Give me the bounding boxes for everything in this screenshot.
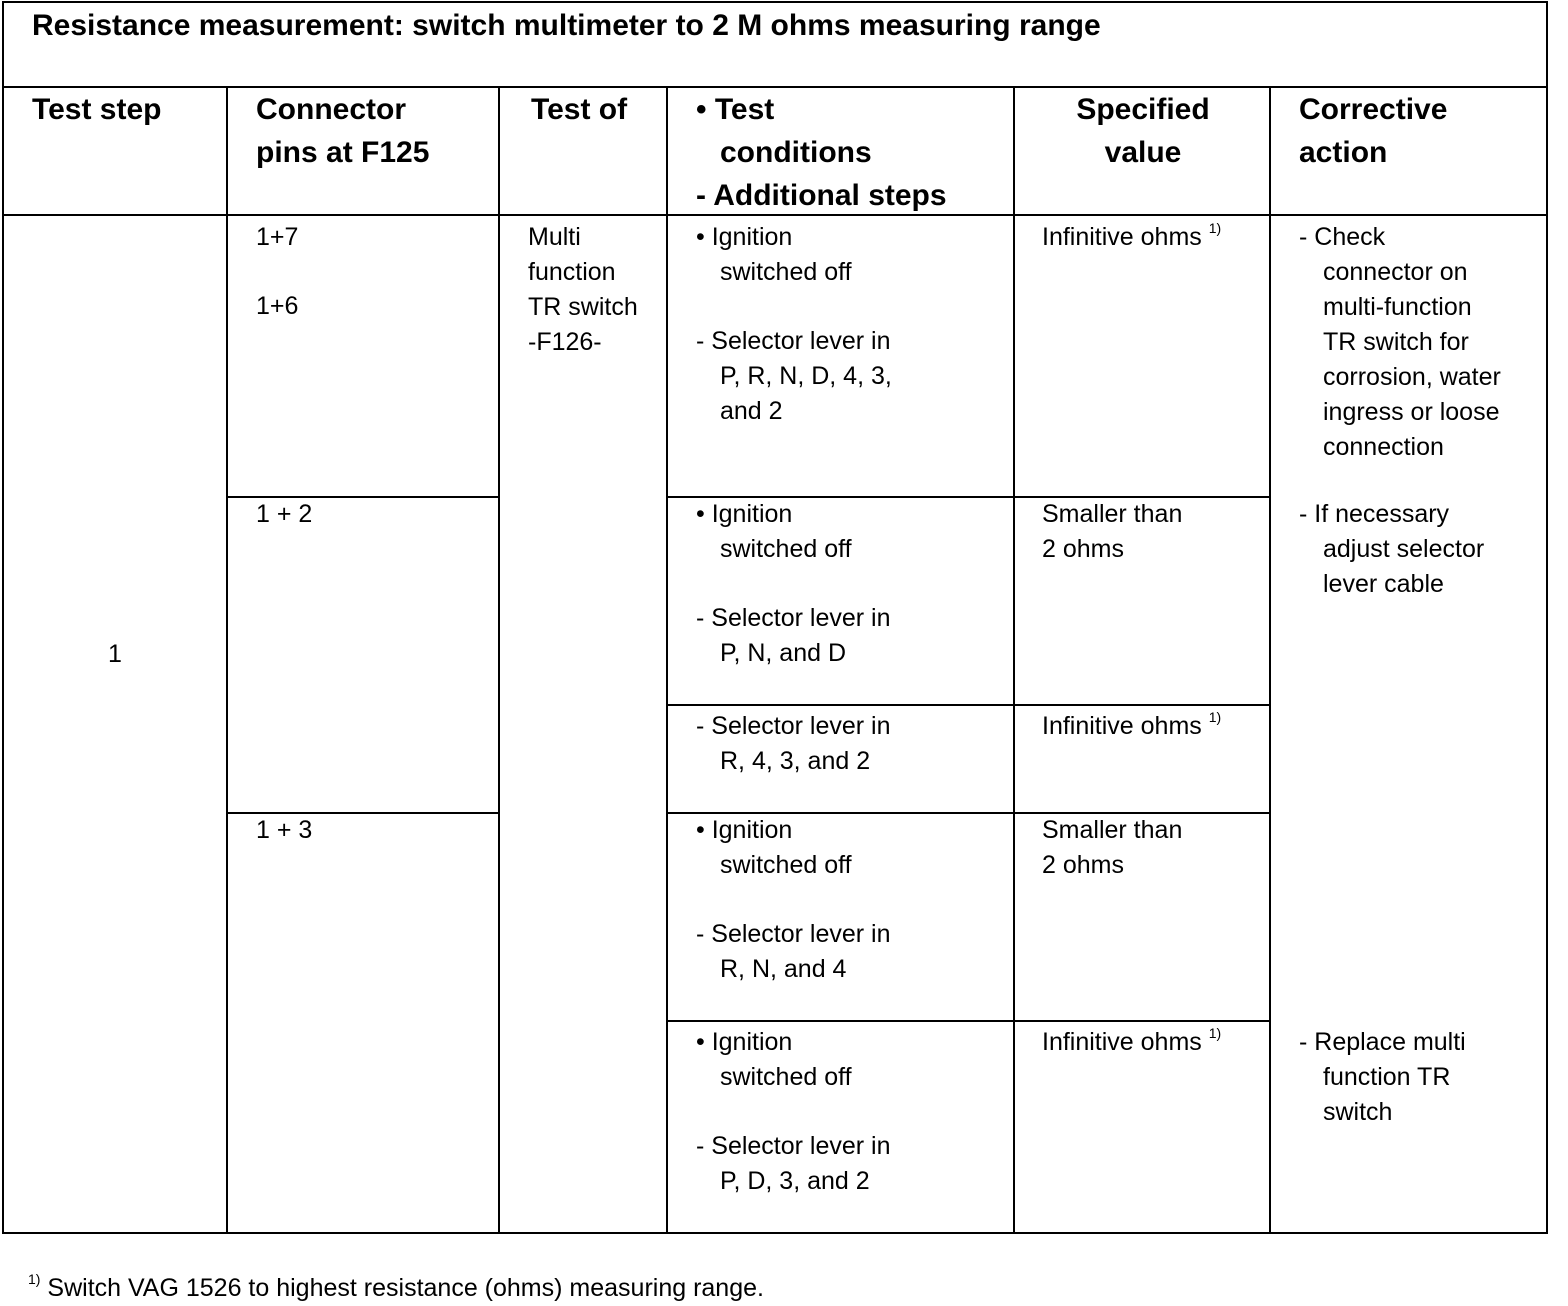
border-left — [2, 1, 4, 1234]
condition-lever-5 — [696, 1129, 891, 1199]
test-of-cell — [528, 220, 638, 360]
condition-ignition-off: switched off — [720, 1063, 852, 1091]
test-of-line: TR switch — [528, 293, 638, 321]
corrective-replace — [1299, 1025, 1466, 1130]
header-corrective-action — [1299, 88, 1447, 174]
corrective-line: TR switch for — [1323, 328, 1469, 356]
header-connector-pins — [256, 88, 429, 174]
corrective-check — [1299, 220, 1501, 465]
condition-ignition-off: switched off — [720, 851, 852, 879]
specified-value-text: Infinitive ohms — [1042, 223, 1202, 251]
specified-value-5 — [1042, 1025, 1221, 1060]
col-sep-1 — [226, 86, 228, 1234]
pins-1-6: 1+6 — [256, 292, 299, 320]
condition-lever-4 — [696, 917, 891, 987]
corrective-line: function TR — [1323, 1063, 1451, 1091]
col-sep-2 — [498, 86, 500, 1234]
condition-lever: - Selector lever in — [696, 604, 891, 632]
header-test-of-text: Test of — [531, 93, 628, 126]
header-conditions-line2: conditions — [720, 136, 872, 169]
footnote-mark: 1) — [28, 1270, 41, 1287]
header-specified-value — [1015, 88, 1271, 174]
condition-lever-positions: R, 4, 3, and 2 — [720, 747, 871, 775]
test-of-line: Multi — [528, 223, 581, 251]
condition-lever-positions: P, D, 3, and 2 — [720, 1167, 870, 1195]
corrective-line: corrosion, water — [1323, 363, 1501, 391]
corrective-line: multi-function — [1323, 293, 1472, 321]
condition-lever-positions: and 2 — [720, 397, 783, 425]
condition-lever-positions: R, N, and 4 — [720, 955, 847, 983]
condition-lever: - Selector lever in — [696, 327, 891, 355]
corrective-line: ingress or loose — [1323, 398, 1500, 426]
col-sep-5 — [1269, 86, 1271, 1234]
corrective-line: switch — [1323, 1098, 1393, 1126]
header-specified-line1: Specified — [1076, 93, 1210, 126]
corrective-adjust — [1299, 497, 1484, 602]
specified-value-text: Infinitive ohms — [1042, 1028, 1202, 1056]
specified-value-3 — [1042, 709, 1221, 744]
condition-lever: - Selector lever in — [696, 712, 891, 740]
condition-ignition: • Ignition — [696, 816, 793, 844]
footnote-text: Switch VAG 1526 to highest resistance (ohms) measuring range. — [47, 1274, 764, 1302]
header-corrective-line1: Corrective — [1299, 93, 1448, 126]
condition-cell-1 — [696, 220, 852, 290]
condition-lever-positions: P, N, and D — [720, 639, 847, 667]
condition-lever-positions: P, R, N, D, 4, 3, — [720, 362, 892, 390]
specified-value-text: Smaller than — [1042, 816, 1183, 844]
header-conditions-line3: - Additional steps — [696, 179, 947, 212]
condition-cell-4 — [696, 813, 852, 883]
footnote-marker: 1) — [1208, 219, 1222, 236]
corrective-line: connector on — [1323, 258, 1468, 286]
specified-value-text: Infinitive ohms — [1042, 712, 1202, 740]
col-sep-4 — [1013, 86, 1015, 1234]
specified-value-1 — [1042, 220, 1221, 255]
condition-lever: - Selector lever in — [696, 1132, 891, 1160]
test-step-value: 1 — [108, 640, 122, 668]
col-sep-3 — [666, 86, 668, 1234]
specified-value-2 — [1042, 497, 1182, 567]
specified-value-4 — [1042, 813, 1182, 883]
cond-sep-2 — [666, 704, 1271, 706]
corrective-line: - Check — [1299, 223, 1386, 251]
condition-lever: - Selector lever in — [696, 920, 891, 948]
specified-value-text: Smaller than — [1042, 500, 1183, 528]
cond-sep-4 — [666, 1020, 1271, 1022]
test-of-line: function — [528, 258, 616, 286]
corrective-line: - Replace multi — [1299, 1028, 1466, 1056]
corrective-line: connection — [1323, 433, 1444, 461]
condition-cell-5 — [696, 1025, 852, 1095]
condition-lever-1 — [696, 324, 892, 429]
footnote — [28, 1271, 764, 1306]
header-conditions — [696, 88, 947, 217]
border-bottom — [2, 1232, 1548, 1234]
header-connector-line1: Connector — [256, 93, 406, 126]
condition-lever-2 — [696, 601, 891, 671]
condition-ignition-off: switched off — [720, 258, 852, 286]
header-specified-line2: value — [1104, 136, 1182, 169]
corrective-line: lever cable — [1323, 570, 1444, 598]
pins-1-2: 1 + 2 — [256, 500, 313, 528]
header-test-step-text: Test step — [32, 93, 162, 126]
border-top — [2, 1, 1548, 3]
corrective-line: - If necessary — [1299, 500, 1450, 528]
footnote-marker: 1) — [1208, 708, 1222, 725]
table-title: Resistance measurement: switch multimeter to 2 M ohms measuring range — [32, 9, 1101, 42]
pins-1-3: 1 + 3 — [256, 816, 313, 844]
condition-ignition: • Ignition — [696, 500, 793, 528]
header-conditions-line1: • Test — [696, 93, 775, 126]
condition-ignition-off: switched off — [720, 535, 852, 563]
condition-lever-3 — [696, 709, 891, 779]
specified-value-text: 2 ohms — [1042, 535, 1124, 563]
header-test-step — [32, 88, 161, 131]
test-of-line: -F126- — [528, 328, 602, 356]
header-corrective-line2: action — [1299, 136, 1388, 169]
condition-ignition: • Ignition — [696, 1028, 793, 1056]
header-connector-line2: pins at F125 — [256, 136, 430, 169]
footnote-marker: 1) — [1208, 1024, 1222, 1041]
condition-ignition: • Ignition — [696, 223, 793, 251]
pins-1-7: 1+7 — [256, 223, 299, 251]
corrective-line: adjust selector — [1323, 535, 1485, 563]
header-test-of — [531, 88, 627, 131]
border-right — [1546, 1, 1548, 1234]
condition-cell-2 — [696, 497, 852, 567]
specified-value-text: 2 ohms — [1042, 851, 1124, 879]
